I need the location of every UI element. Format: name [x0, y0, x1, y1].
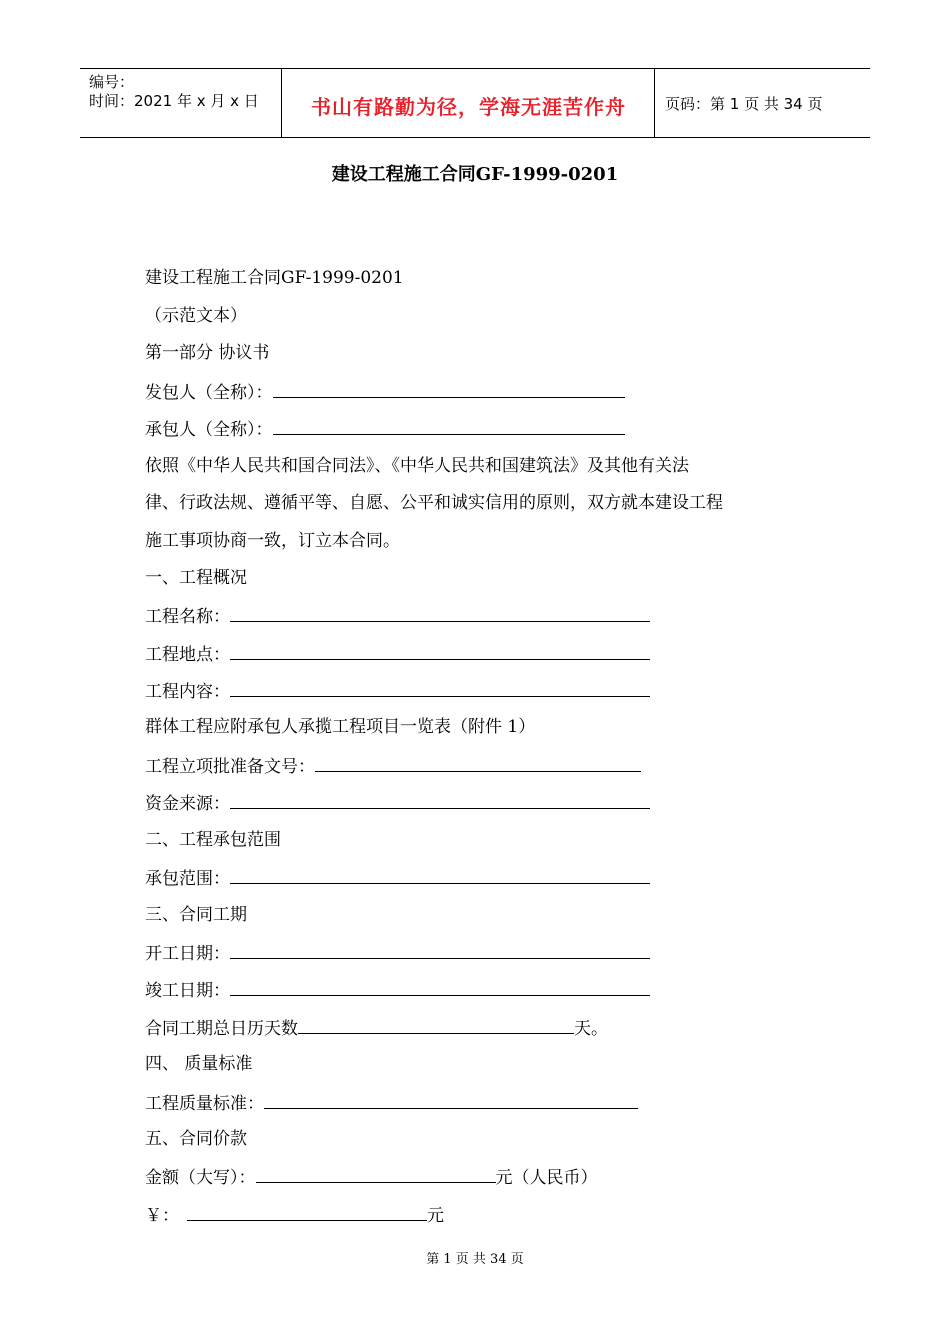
form-line-funding: 资金来源：: [145, 790, 650, 814]
text-line: （示范文本）: [145, 306, 247, 326]
fill-blank[interactable]: [230, 865, 650, 884]
form-line-end-date: 竣工日期：: [145, 977, 650, 1001]
form-line-quality: 工程质量标准：: [145, 1090, 638, 1114]
text-line: 群体工程应附承包人承揽工程项目一览表（附件 1）: [145, 717, 536, 737]
fill-blank[interactable]: [230, 940, 650, 959]
header-meta: [89, 73, 259, 111]
section-heading: 一、工程概况: [145, 568, 247, 588]
fill-blank[interactable]: [256, 1164, 496, 1183]
section-heading: 三、合同工期: [145, 905, 247, 925]
fill-blank[interactable]: [273, 416, 625, 435]
fill-blank[interactable]: [230, 603, 650, 622]
form-line-employer: 发包人（全称）：: [145, 379, 625, 403]
text-line: 建设工程施工合同GF-1999-0201: [145, 268, 404, 288]
paragraph-line: 依照《中华人民共和国合同法》、《中华人民共和国建筑法》及其他有关法: [145, 456, 689, 476]
fill-blank[interactable]: [230, 977, 650, 996]
fill-blank[interactable]: [273, 379, 625, 398]
document-title: 建设工程施工合同GF-1999-0201: [331, 164, 619, 185]
section-heading: 五、合同价款: [145, 1129, 247, 1149]
fill-blank[interactable]: [298, 1015, 574, 1034]
page-info: 页码：第 1 页 共 34 页: [665, 95, 823, 113]
form-line-amount-words: 金额（大写）： 元（人民币）: [145, 1164, 598, 1188]
page-footer: 第 1 页 共 34 页: [426, 1252, 524, 1267]
form-line-total-days: 合同工期总日历天数 天。: [145, 1015, 608, 1039]
form-line-approval-no: 工程立项批准备文号：: [145, 753, 641, 777]
number-label: 编号：: [89, 73, 135, 91]
fill-blank[interactable]: [264, 1090, 638, 1109]
form-line-scope: 承包范围：: [145, 865, 650, 889]
paragraph-line: 施工事项协商一致，订立本合同。: [145, 531, 400, 551]
form-line-contractor: 承包人（全称）：: [145, 416, 625, 440]
form-line-project-name: 工程名称：: [145, 603, 650, 627]
form-line-start-date: 开工日期：: [145, 940, 650, 964]
fill-blank[interactable]: [230, 678, 650, 697]
form-line-project-location: 工程地点：: [145, 641, 650, 665]
section-heading: 第一部分 协议书: [145, 343, 270, 363]
form-line-amount-yuan: ￥： 元: [145, 1202, 444, 1226]
fill-blank[interactable]: [315, 753, 641, 772]
section-heading: 四、 质量标准: [145, 1054, 253, 1074]
form-line-project-content: 工程内容：: [145, 678, 650, 702]
section-heading: 二、工程承包范围: [145, 830, 281, 850]
header-motto: 书山有路勤为径，学海无涯苦作舟: [311, 95, 626, 119]
document-header: [80, 68, 870, 138]
fill-blank[interactable]: [230, 641, 650, 660]
paragraph-line: 律、行政法规、遵循平等、自愿、公平和诚实信用的原则，双方就本建设工程: [145, 493, 723, 513]
time-text: 时间：2021 年 x 月 x 日: [89, 92, 259, 110]
fill-blank[interactable]: [187, 1202, 427, 1221]
fill-blank[interactable]: [230, 790, 650, 809]
